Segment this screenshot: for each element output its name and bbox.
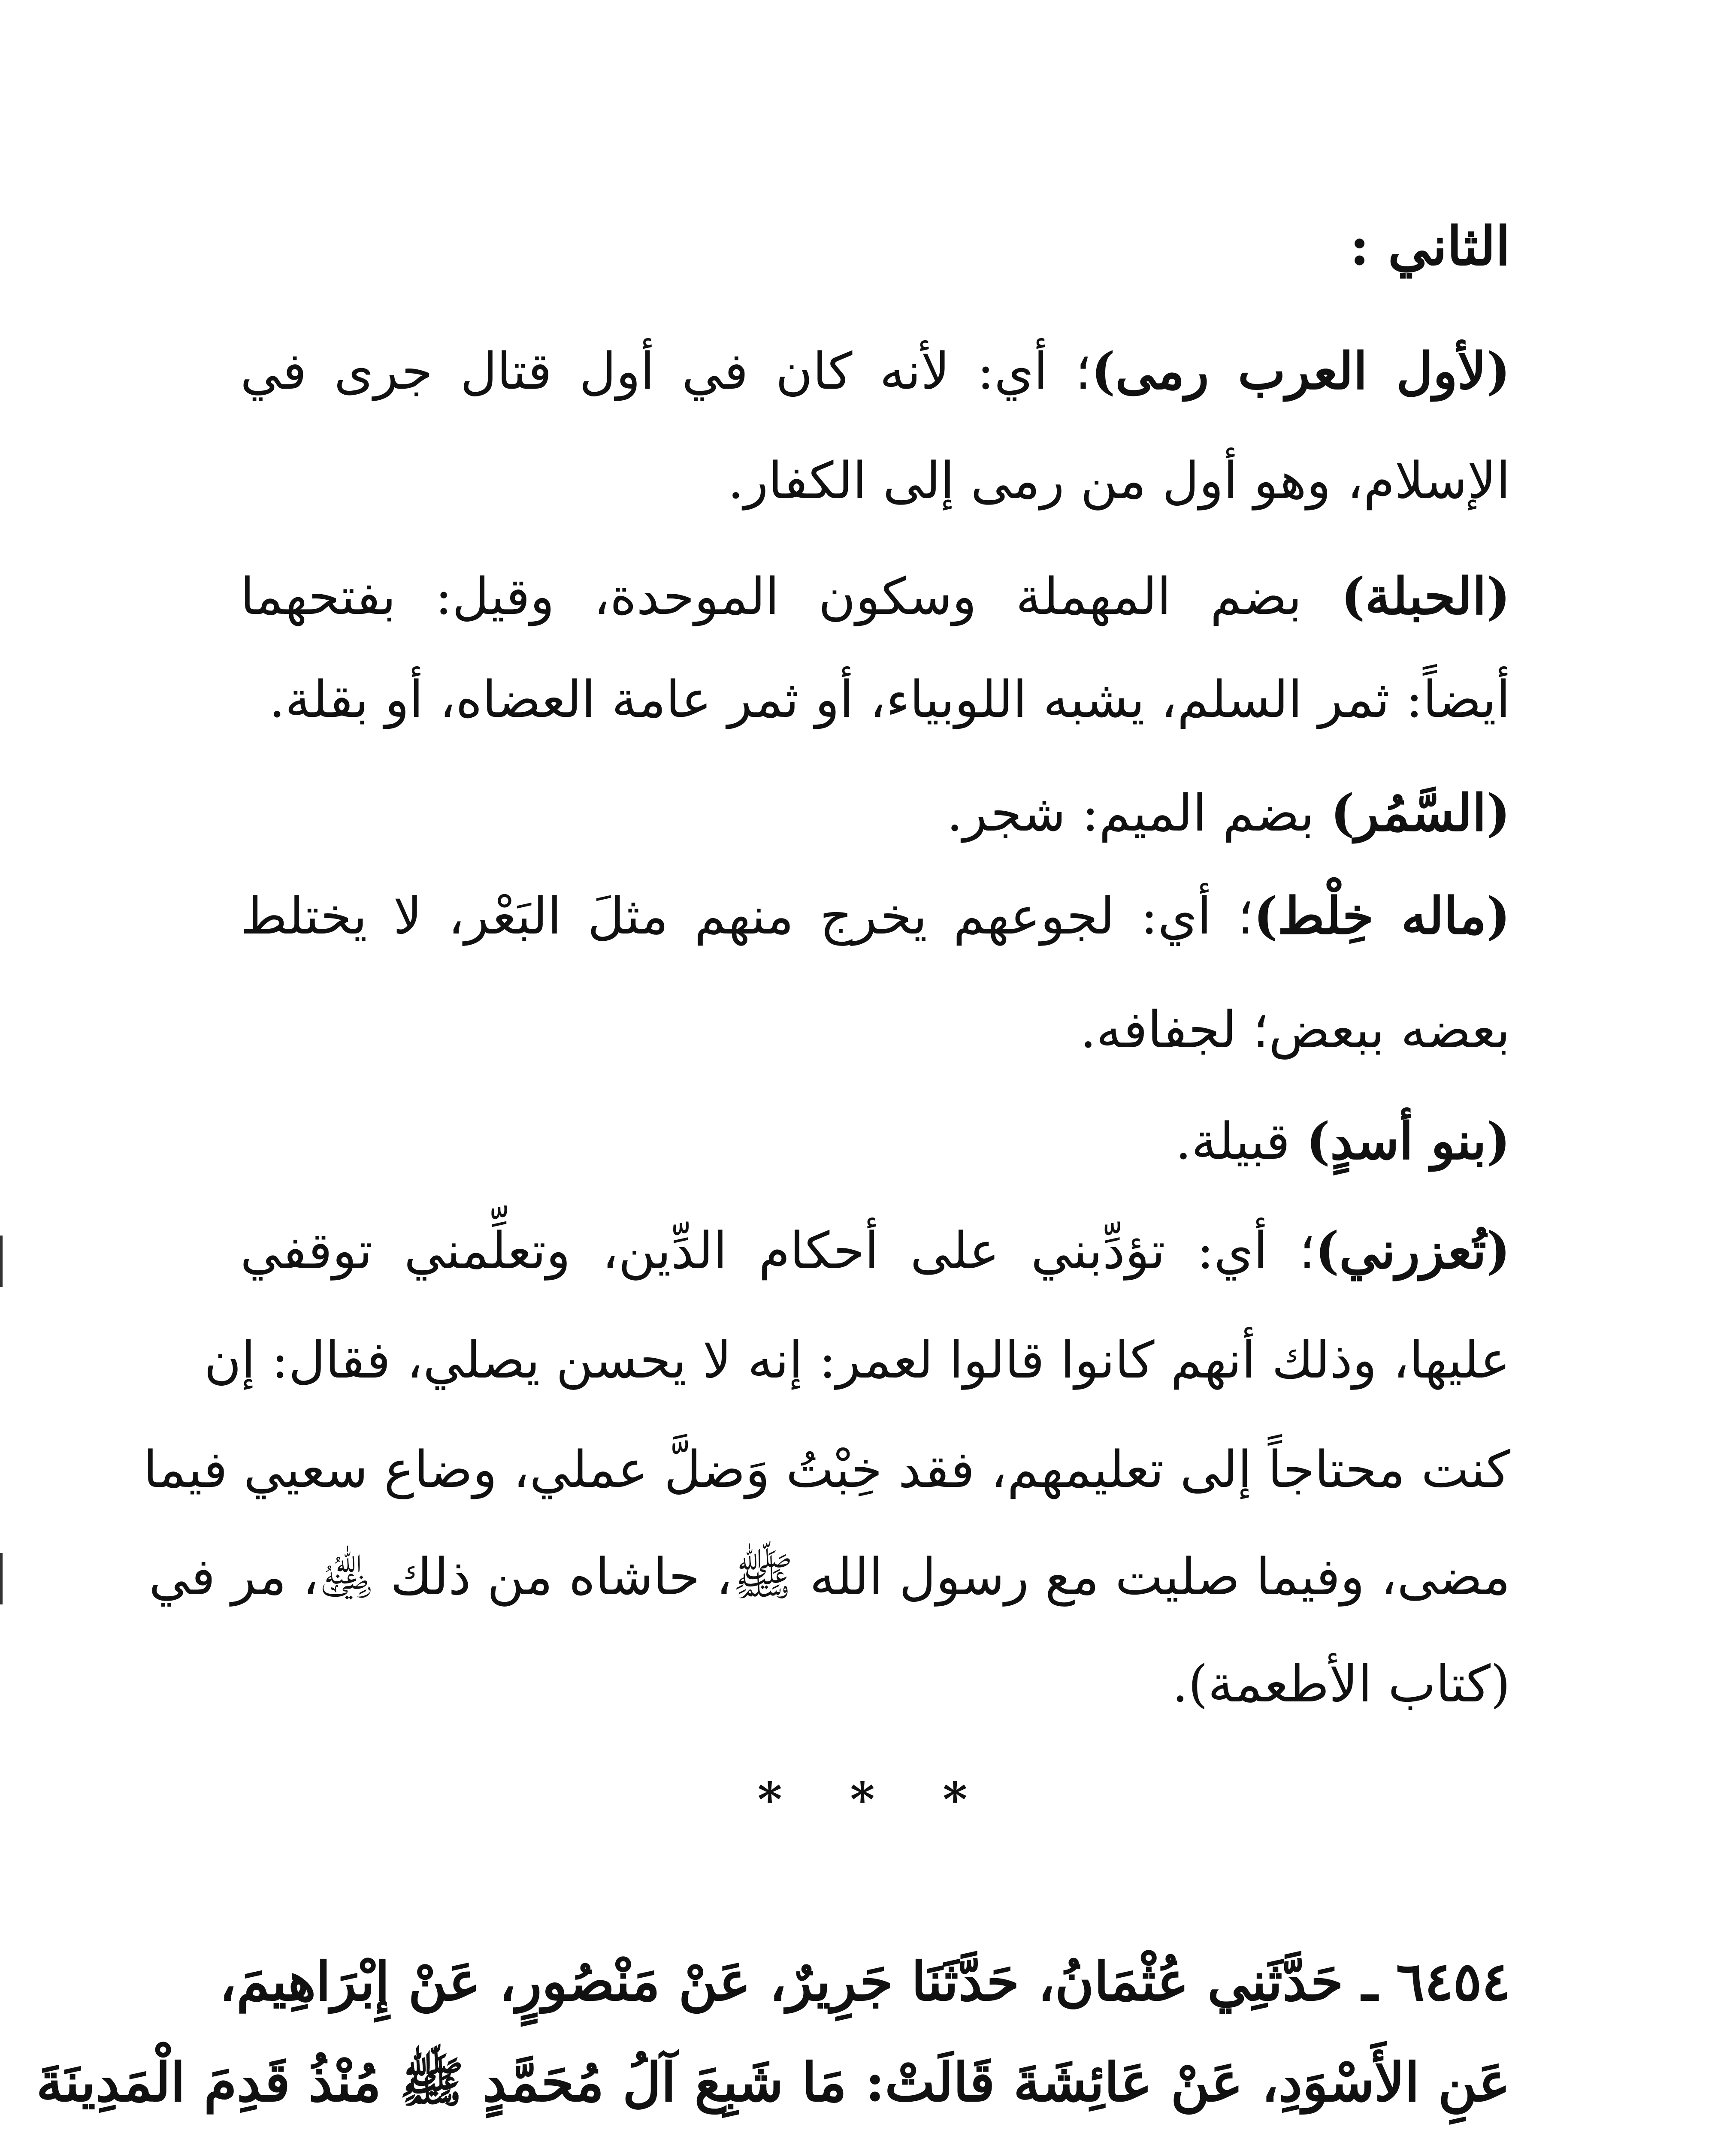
book-page — [36, 184, 1510, 2145]
hadith-line-1: ٦٤٥٤ ـ حَدَّثَنِي عُثْمَانُ، حَدَّثَنَا جَرِيرٌ، عَنْ مَنْصُورٍ، عَنْ إِبْرَاهِيمَ، — [219, 1951, 1510, 2013]
commentary-line-4 — [240, 663, 1510, 736]
page-edge-mark-top — [0, 1236, 3, 1287]
commentary-line-10 — [204, 1323, 1510, 1396]
gloss-text: بضم المهملة وسكون الموحدة، وقيل: بفتحهما — [240, 567, 1341, 626]
commentary-line-12 — [149, 1540, 1510, 1613]
section-heading: الثاني : — [1349, 215, 1510, 278]
gloss-text: قبيلة. — [1175, 1112, 1307, 1171]
commentary-line-11 — [143, 1433, 1510, 1506]
commentary-line-8 — [240, 1105, 1510, 1178]
glossed-term: (بنو أسدٍ) — [1306, 1111, 1510, 1171]
glossed-term: (الحبلة) — [1341, 566, 1510, 626]
commentary-line-7 — [240, 993, 1510, 1066]
hadith-line-2: عَنِ الأَسْوَدِ، عَنْ عَائِشَةَ قَالَتْ: مَا شَبِعَ آلُ مُحَمَّدٍ ﷺ مُنْذُ قَدِمَ الْمَدِينَةَ — [36, 2051, 1510, 2114]
glossed-term: (لأول العرب رمى) — [1091, 341, 1510, 401]
gloss-text: (كتاب الأطعمة). — [1172, 1654, 1510, 1713]
section-separator: * * * — [757, 1772, 993, 1827]
gloss-text: ؛ أي: لجوعهم يخرج منهم مثلَ البَعْر، لا يختلط — [240, 886, 1254, 946]
glossed-term: (ماله خِلْط) — [1253, 886, 1510, 946]
gloss-text: مضى، وفيما صليت مع رسول الله ﷺ، حاشاه من ذلك ﵁، مر في — [149, 1547, 1510, 1606]
gloss-text: كنت محتاجاً إلى تعليمهم، فقد خِبْتُ وَضلَّ عملي، وضاع سعيي فيما — [143, 1440, 1510, 1499]
gloss-text: عليها، وذلك أنهم كانوا قالوا لعمر: إنه لا يحسن يصلي، فقال: إن — [204, 1330, 1510, 1390]
commentary-line-9 — [240, 1214, 1510, 1287]
commentary-line-3 — [240, 560, 1510, 633]
commentary-line-1 — [240, 335, 1510, 408]
gloss-text: أيضاً: ثمر السلم، يشبه اللوبياء، أو ثمر عامة العضاه، أو بقلة. — [269, 670, 1510, 729]
gloss-text: بضم الميم: شجر. — [947, 783, 1331, 843]
gloss-text: بعضه ببعض؛ لجفافه. — [1080, 1000, 1510, 1059]
commentary-line-2 — [240, 444, 1510, 517]
commentary-line-13 — [240, 1647, 1510, 1720]
glossed-term: (تُعزرني) — [1315, 1221, 1510, 1280]
gloss-text: الإسلام، وهو أول من رمى إلى الكفار. — [728, 451, 1510, 510]
commentary-line-5 — [240, 776, 1510, 849]
gloss-text: ؛ أي: تؤدِّبني على أحكام الدِّين، وتعلِّمني توقفي — [240, 1221, 1316, 1280]
page-edge-mark-bottom — [0, 1553, 3, 1604]
commentary-line-6 — [240, 879, 1510, 952]
glossed-term: (السَّمُر) — [1331, 783, 1510, 843]
gloss-text: ؛ أي: لأنه كان في أول قتال جرى في — [240, 341, 1092, 401]
